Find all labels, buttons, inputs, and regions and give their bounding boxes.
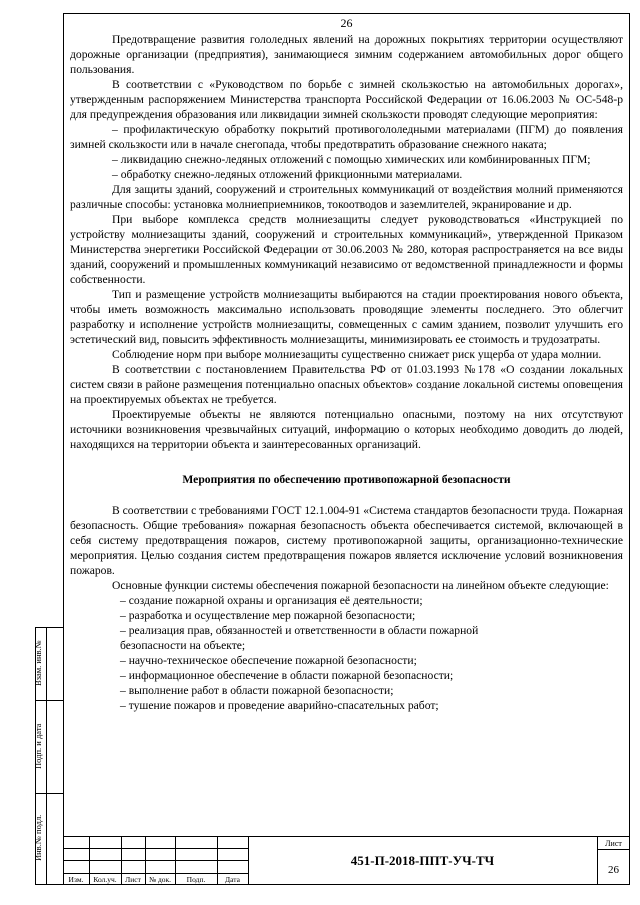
side-divider [36,793,64,794]
paragraph: Предотвращение развития гололедных явлений на дорожных покрытиях территории осуществляют дорожные организации (предприятия), занимающиеся зимним содержанием автомобильных дорог общего пользования. [70,33,623,76]
paragraph: В соответствии с постановлением Правительства РФ от 01.03.1993 №178 «О создании локальных систем связи в районе размещения потенциально опасных объектов» создание локальной системы оповещения на проектируемых объектах не требуется. [70,363,623,406]
side-stamp [35,627,63,885]
col-podp: Подп. [186,875,206,884]
paragraph: – ликвидацию снежно-ледяных отложений с помощью химических или комбинированных ПГМ; [112,153,591,166]
list-item: безопасности на объекте; [120,639,246,652]
function-list [70,593,623,713]
col-ndok: № док. [148,875,172,884]
list-item: – выполнение работ в области пожарной безопасности; [120,684,394,697]
col-list: Лист [125,875,141,884]
list-item: – разработка и осуществление мер пожарной безопасности; [120,609,416,622]
paragraph-group-2 [70,503,623,593]
col-koluch: Кол.уч. [93,875,117,884]
col-izm: Изм. [68,875,84,884]
paragraph: Основные функции системы обеспечения пожарной безопасности на линейном объекте следующие: [112,579,609,592]
title-block [63,836,630,885]
paragraph: – профилактическую обработку покрытий противогололедными материалами (ПГМ) до появления зимней скользкости или в начале снегопада, чтобы предотвратить образование снежного наката; [70,123,623,151]
side-divider [36,700,64,701]
section-heading: Мероприятия по обеспечению противопожарной безопасности [182,473,511,486]
paragraph: Соблюдение норм при выборе молниезащиты существенно снижает риск ущерба от удара молнии. [112,348,602,361]
paragraph: Проектируемые объекты не являются потенциально опасными, поэтому на них отсутствуют источники возникновения чрезвычайных ситуаций, информацию о которых необходимо доводить до людей, находящихся на территории объекта и заинтересованных организаций. [70,408,623,451]
sheet-label: Лист [605,839,622,848]
list-item: – научно-техническое обеспечение пожарной безопасности; [120,654,417,667]
side-label-inv: Инв.№ подл. [33,814,43,861]
col-data: Дата [225,875,240,884]
paragraph: В соответствии с требованиями ГОСТ 12.1.004-91 «Система стандартов безопасности труда. Пожарная безопасность. Общие требования» пожарная безопасность объекта обеспечивается системой, включающей в себя систему предотвращения пожаров, систему противопожарной защиты, организационно-технические мероприятия. Целью создания систем предотвращения пожаров является исключение условий возникновения пожаров. [70,504,623,577]
sheet-number: 26 [608,864,619,876]
paragraph-group-1 [70,32,623,452]
list-item: – создание пожарной охраны и организация её деятельности; [120,594,423,607]
document-body [70,32,623,713]
list-item: – тушение пожаров и проведение аварийно-спасательных работ; [120,699,439,712]
list-item: – реализация прав, обязанностей и ответственности в области пожарной [120,624,479,637]
side-label-podp: Подп. и дата [33,723,43,769]
paragraph: Для защиты зданий, сооружений и строительных коммуникаций от воздействия молний применяются различные способы: установка молниеприемников, токоотводов и заземлителей, экранирование и др. [70,183,623,211]
paragraph: Тип и размещение устройств молниезащиты выбираются на стадии проектирования нового объекта, чтобы иметь возможность максимально использовать проводящие элементы последнего. Это облегчит разработку и исполнение устройств молниезащиты, совмещенных с самим зданием, позволит улучшить его эстетический вид, повысить эффективность молниезащиты, минимизировать ее стоимость и трудозатраты. [70,288,623,346]
document-code: 451-П-2018-ППТ-УЧ-ТЧ [350,853,495,868]
list-item: – информационное обеспечение в области пожарной безопасности; [120,669,454,682]
paragraph: – обработку снежно-ледяных отложений фрикционными материалами. [112,168,463,181]
page-number-top: 26 [340,16,353,30]
paragraph: При выборе комплекса средств молниезащиты следует руководствоваться «Инструкцией по устройству молниезащиты зданий, сооружений и строительных коммуникаций», утвержденной Приказом Министерства энергетики Российской Федерации от 30.06.2003 № 280, которая распространяется на все виды зданий, сооружений и промышленных коммуникаций независимо от ведомственной принадлежности и формы собственности. [70,213,623,286]
side-label-vzam: Взам. инв.№ [33,640,43,686]
paragraph: В соответствии с «Руководством по борьбе с зимней скользкостью на автомобильных дорогах», утвержденным распоряжением Министерства транспорта Российской Федерации от 16.06.2003 № ОС-548-р для предупреждения образования или ликвидации зимней скользкости проводят следующие мероприятия: [70,78,623,121]
